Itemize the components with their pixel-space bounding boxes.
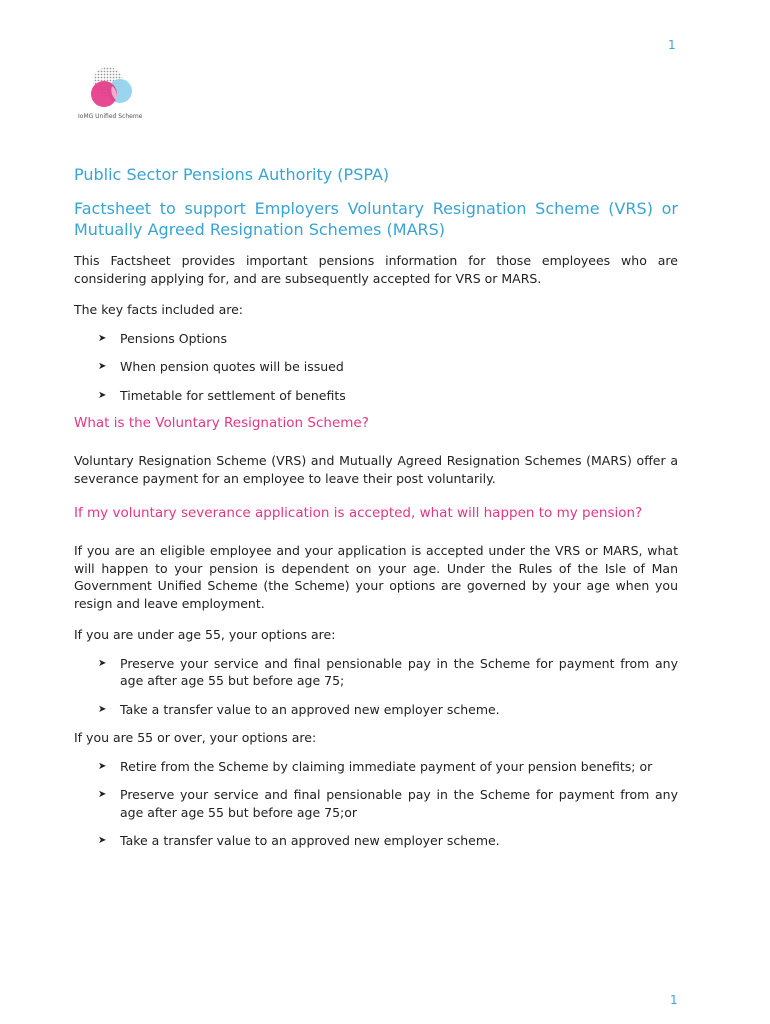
- over55-intro: If you are 55 or over, your options are:: [74, 730, 317, 745]
- arrow-bullet-icon: ➤: [98, 760, 107, 772]
- list-item: ➤ Take a transfer value to an approved new employer scheme.: [98, 833, 500, 848]
- list-item: ➤ Preserve your service and final pensionable pay in the Scheme for payment from any age after age 55 but before age 75;: [98, 655, 678, 688]
- under55-options-list: [74, 655, 678, 719]
- list-item: ➤ Take a transfer value to an approved new employer scheme.: [98, 701, 500, 717]
- arrow-bullet-icon: ➤: [98, 789, 107, 800]
- list-item: ➤ Pensions Options: [98, 330, 227, 346]
- page-number-bottom: 1: [670, 993, 678, 1007]
- arrow-bullet-icon: ➤: [98, 332, 107, 344]
- vrs-paragraph: Voluntary Resignation Scheme (VRS) and Mutually Agreed Resignation Schemes (MARS) offer a severance payment for an employee to leave their post voluntarily.: [74, 453, 678, 486]
- arrow-bullet-icon: ➤: [98, 389, 107, 401]
- list-item: ➤ Retire from the Scheme by claiming immediate payment of your pension benefits; or: [98, 758, 653, 774]
- organisation-heading: Public Sector Pensions Authority (PSPA): [74, 165, 390, 184]
- logo-caption: IoMG Unified Scheme: [78, 113, 143, 120]
- list-item: ➤ Preserve your service and final pensionable pay in the Scheme for payment from any age after age 55 but before age 75;or: [98, 787, 678, 820]
- arrow-bullet-icon: ➤: [98, 657, 107, 669]
- over55-options-list: [74, 758, 678, 850]
- list-item: ➤ Timetable for settlement of benefits: [98, 387, 346, 403]
- under55-intro: If you are under age 55, your options are:: [74, 627, 336, 642]
- page-number-top: 1: [668, 38, 676, 52]
- arrow-bullet-icon: ➤: [98, 361, 107, 372]
- list-item: ➤ When pension quotes will be issued: [98, 359, 344, 374]
- key-facts-list: [74, 330, 678, 405]
- section-heading-vrs: What is the Voluntary Resignation Scheme?: [74, 415, 369, 431]
- pension-paragraph: If you are an eligible employee and your application is accepted under the VRS or MARS, what will happen to your pension is dependent on your age. Under the Rules of the Isle of Man Government Unified Scheme (the Scheme) your options are governed by your age when you resign and leave employment.: [74, 543, 678, 611]
- intro-paragraph: This Factsheet provides important pensions information for those employees who are considering applying for, and are subsequently accepted for VRS or MARS.: [74, 253, 678, 286]
- section-heading-pension: If my voluntary severance application is accepted, what will happen to my pension?: [74, 505, 643, 521]
- arrow-bullet-icon: ➤: [98, 835, 107, 846]
- arrow-bullet-icon: ➤: [98, 703, 107, 715]
- factsheet-title: Factsheet to support Employers Voluntary Resignation Scheme (VRS) or Mutually Agreed Resignation Schemes (MARS): [74, 199, 678, 239]
- document-body: [74, 164, 678, 850]
- key-facts-intro: The key facts included are:: [74, 302, 244, 317]
